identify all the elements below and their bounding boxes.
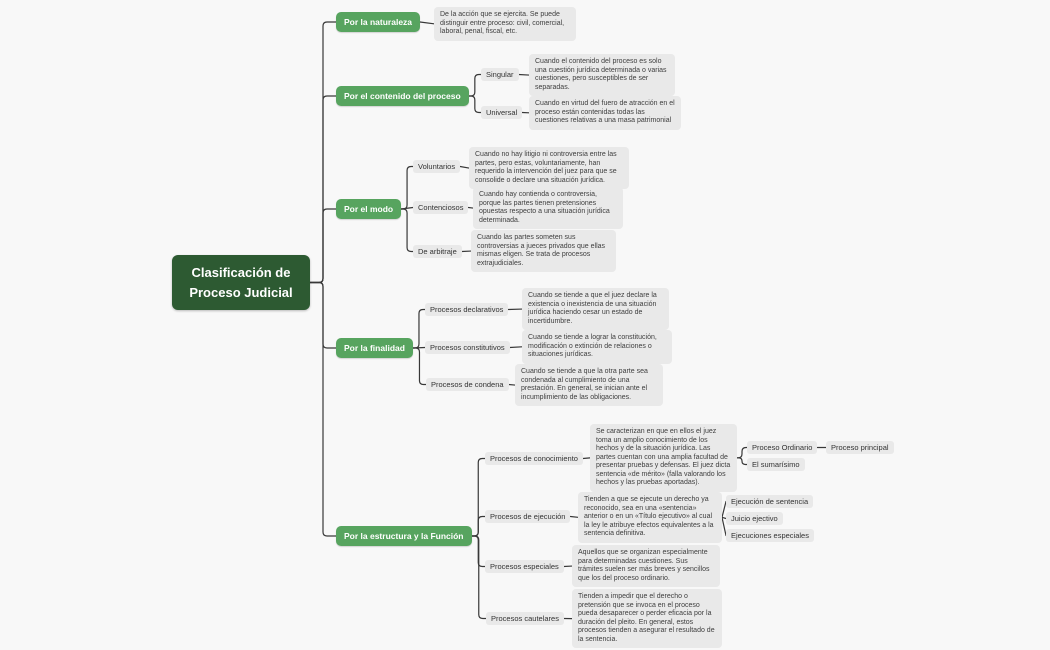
- desc-declarativos[interactable]: Cuando se tiende a que el juez declare la existencia o inexistencia de una situación jurídica haciendo cesar un estado de incertidumbre.: [522, 288, 669, 330]
- desc-conocimiento[interactable]: Se caracterizan en que en ellos el juez toma un amplio conocimiento de los hechos y de la situación jurídica. Las partes cuentan con una amplia facultad de presentar pruebas y defensas. El juez dicta sentencia «de mérito» (falla valorando los hechos y las pruebas aportadas).: [590, 424, 737, 492]
- desc-singular[interactable]: Cuando el contenido del proceso es solo una cuestión jurídica determinada o varias cuestiones, pero susceptibles de ser separadas.: [529, 54, 675, 96]
- branch-contenido[interactable]: Por el contenido del proceso: [336, 86, 469, 106]
- node-ejecucion-sentencia[interactable]: Ejecución de sentencia: [726, 495, 813, 508]
- desc-voluntarios[interactable]: Cuando no hay litigio ni controversia entre las partes, pero estas, voluntariamente, han requerido la intervención del juez para que se consolide o declare una situación jurídica.: [469, 147, 629, 189]
- node-ejecucion[interactable]: Procesos de ejecución: [485, 510, 570, 523]
- node-declarativos[interactable]: Procesos declarativos: [425, 303, 508, 316]
- node-sumarisimo[interactable]: El sumarísimo: [747, 458, 805, 471]
- branch-finalidad[interactable]: Por la finalidad: [336, 338, 413, 358]
- node-voluntarios[interactable]: Voluntarios: [413, 160, 460, 173]
- node-ejecuciones-especiales[interactable]: Ejecuciones especiales: [726, 529, 814, 542]
- desc-contenciosos[interactable]: Cuando hay contienda o controversia, porque las partes tienen pretensiones opuestas respecto a una situación jurídica determinada.: [473, 187, 623, 229]
- desc-constitutivos[interactable]: Cuando se tiende a lograr la constitución, modificación o extinción de relaciones o situaciones jurídicas.: [522, 330, 672, 364]
- node-contenciosos[interactable]: Contenciosos: [413, 201, 468, 214]
- desc-arbitraje[interactable]: Cuando las partes someten sus controversias a jueces privados que ellas mismas eligen. Se trata de procesos extrajudiciales.: [471, 230, 616, 272]
- desc-ejecucion[interactable]: Tienden a que se ejecute un derecho ya reconocido, sea en una «sentencia» anterior o en un «Título ejecutivo» al cual la ley le atribuye efectos equivalentes a la sentencia definitiva.: [578, 492, 722, 543]
- node-condena[interactable]: Procesos de condena: [426, 378, 509, 391]
- node-singular[interactable]: Singular: [481, 68, 519, 81]
- branch-estructura[interactable]: Por la estructura y la Función: [336, 526, 472, 546]
- branch-naturaleza[interactable]: Por la naturaleza: [336, 12, 420, 32]
- root-node[interactable]: Clasificación de Proceso Judicial: [172, 255, 310, 310]
- desc-condena[interactable]: Cuando se tiende a que la otra parte sea condenada al cumplimiento de una prestación. En general, se inician ante el incumplimiento de las obligaciones.: [515, 364, 663, 406]
- node-proceso-ordinario[interactable]: Proceso Ordinario: [747, 441, 817, 454]
- branch-modo[interactable]: Por el modo: [336, 199, 401, 219]
- desc-naturaleza[interactable]: De la acción que se ejercita. Se puede distinguir entre proceso: civil, comercial, laboral, penal, fiscal, etc.: [434, 7, 576, 41]
- node-conocimiento[interactable]: Procesos de conocimiento: [485, 452, 583, 465]
- node-proceso-principal[interactable]: Proceso principal: [826, 441, 894, 454]
- node-constitutivos[interactable]: Procesos constitutivos: [425, 341, 510, 354]
- desc-universal[interactable]: Cuando en virtud del fuero de atracción en el proceso están contenidas todas las cuestiones relativas a una masa patrimonial: [529, 96, 681, 130]
- node-procesos-especiales[interactable]: Procesos especiales: [485, 560, 564, 573]
- node-universal[interactable]: Universal: [481, 106, 522, 119]
- desc-cautelares[interactable]: Tienden a impedir que el derecho o pretensión que se invoca en el proceso pueda desaparecer o perder eficacia por la duración del pleito. En general, estos procesos tienden a asegurar el resultado de la sentencia.: [572, 589, 722, 648]
- desc-procesos-especiales[interactable]: Aquellos que se organizan especialmente para determinadas cuestiones. Sus trámites suelen ser más breves y sencillos que los del proceso ordinario.: [572, 545, 720, 587]
- node-cautelares[interactable]: Procesos cautelares: [486, 612, 564, 625]
- node-arbitraje[interactable]: De arbitraje: [413, 245, 462, 258]
- node-juicio-ejectivo[interactable]: Juicio ejectivo: [726, 512, 783, 525]
